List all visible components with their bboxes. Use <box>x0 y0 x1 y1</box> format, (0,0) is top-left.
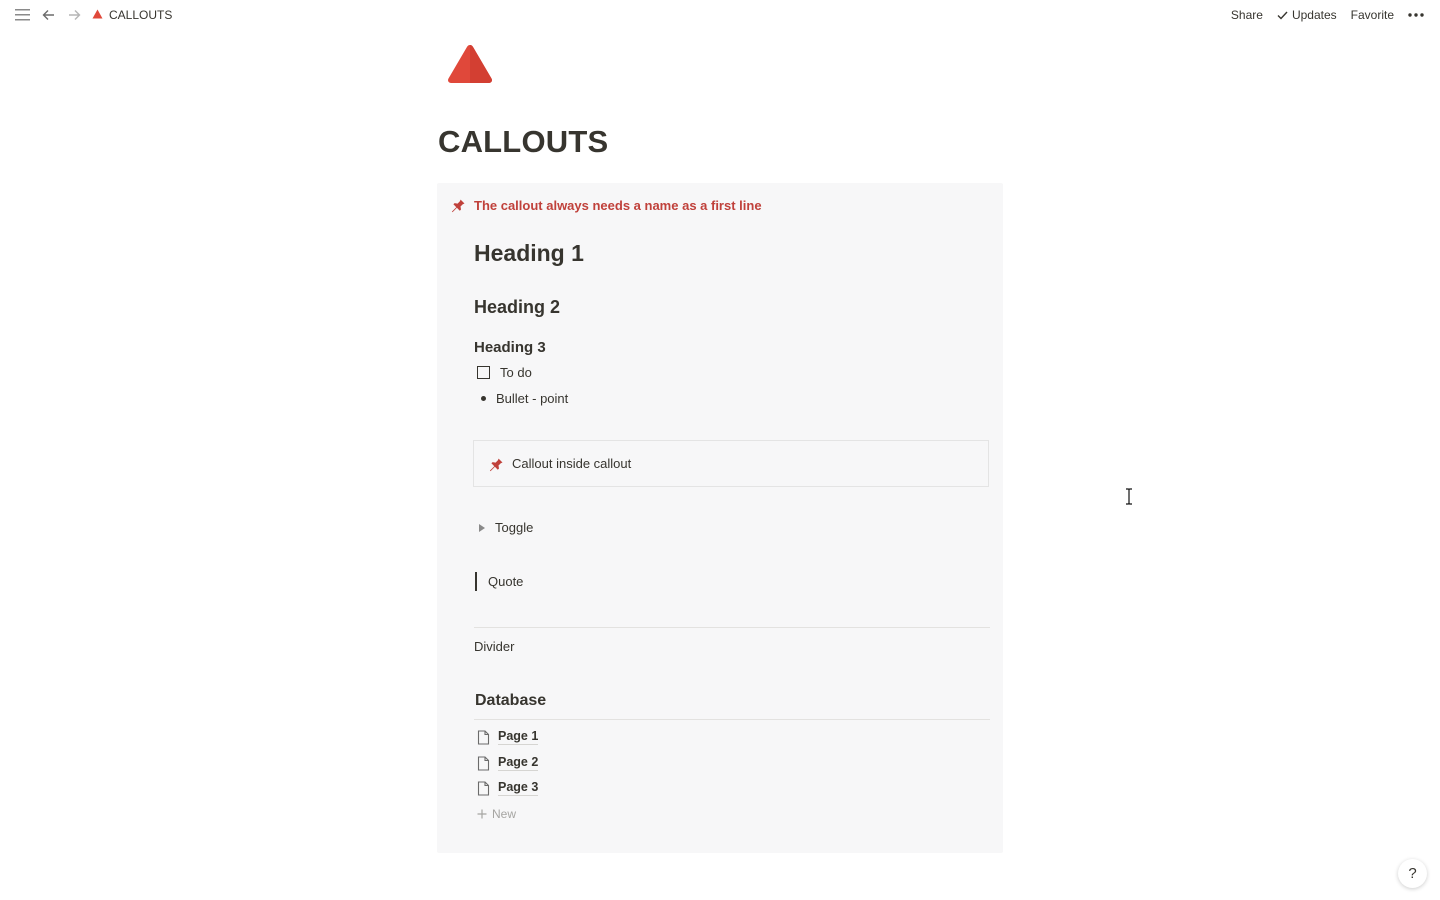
heading-2: Heading 2 <box>474 297 561 317</box>
todo-checkbox[interactable] <box>477 366 490 379</box>
breadcrumb-title: CALLOUTS <box>109 8 173 22</box>
pushpin-icon[interactable] <box>450 197 466 213</box>
sidebar-menu-icon[interactable] <box>12 5 32 25</box>
callout-name: The callout always needs a name as a first line <box>474 197 762 213</box>
database-row-title: Page 1 <box>498 729 539 743</box>
updates-label: Updates <box>1291 8 1337 22</box>
bullet-item <box>481 391 568 406</box>
bullet-label: Bullet - point <box>496 391 569 406</box>
database-title[interactable]: Database <box>475 692 547 709</box>
page-title: CALLOUTS <box>438 124 609 159</box>
warning-triangle-icon <box>92 8 103 22</box>
page-document-icon <box>477 781 490 796</box>
top-bar <box>0 0 1440 30</box>
page-document-icon <box>477 730 490 745</box>
favorite-button[interactable]: Favorite <box>1350 8 1394 22</box>
database-new-button[interactable] <box>477 807 516 821</box>
database-new-label: New <box>492 807 517 821</box>
inner-callout-block[interactable] <box>473 440 989 487</box>
page-icon-warning-triangle[interactable] <box>446 42 494 86</box>
todo-label: To do <box>500 365 532 380</box>
bullet-dot <box>481 396 486 401</box>
updates-button[interactable] <box>1277 8 1337 22</box>
text-cursor-icon <box>1124 488 1134 505</box>
plus-icon <box>477 809 487 819</box>
page-document-icon <box>477 756 490 771</box>
pushpin-icon[interactable] <box>488 456 504 472</box>
database-row[interactable] <box>477 755 538 771</box>
top-bar-right <box>1231 8 1428 22</box>
callout-block[interactable] <box>437 183 1003 853</box>
forward-arrow-icon[interactable] <box>64 5 84 25</box>
database-row-title: Page 3 <box>498 780 539 794</box>
toggle-triangle-icon[interactable] <box>479 524 485 532</box>
quote-block: Quote <box>475 572 523 591</box>
divider-label: Divider <box>474 639 515 654</box>
database-row[interactable] <box>477 780 538 796</box>
database-row[interactable] <box>477 729 538 745</box>
callout-header <box>450 197 762 213</box>
todo-item <box>477 365 532 380</box>
heading-3: Heading 3 <box>474 339 546 356</box>
help-button[interactable]: ? <box>1398 859 1427 888</box>
more-options-icon[interactable] <box>1408 13 1424 17</box>
divider <box>474 627 990 628</box>
toggle-block[interactable] <box>479 520 533 535</box>
inner-callout-text: Callout inside callout <box>512 456 632 471</box>
share-button[interactable]: Share <box>1230 8 1263 22</box>
breadcrumb[interactable] <box>92 8 172 22</box>
database-row-title: Page 2 <box>498 755 539 769</box>
toggle-label: Toggle <box>495 520 534 535</box>
check-icon <box>1277 11 1288 20</box>
back-arrow-icon[interactable] <box>38 5 58 25</box>
database-divider <box>474 719 990 720</box>
top-bar-left <box>12 5 172 25</box>
heading-1: Heading 1 <box>474 240 584 266</box>
